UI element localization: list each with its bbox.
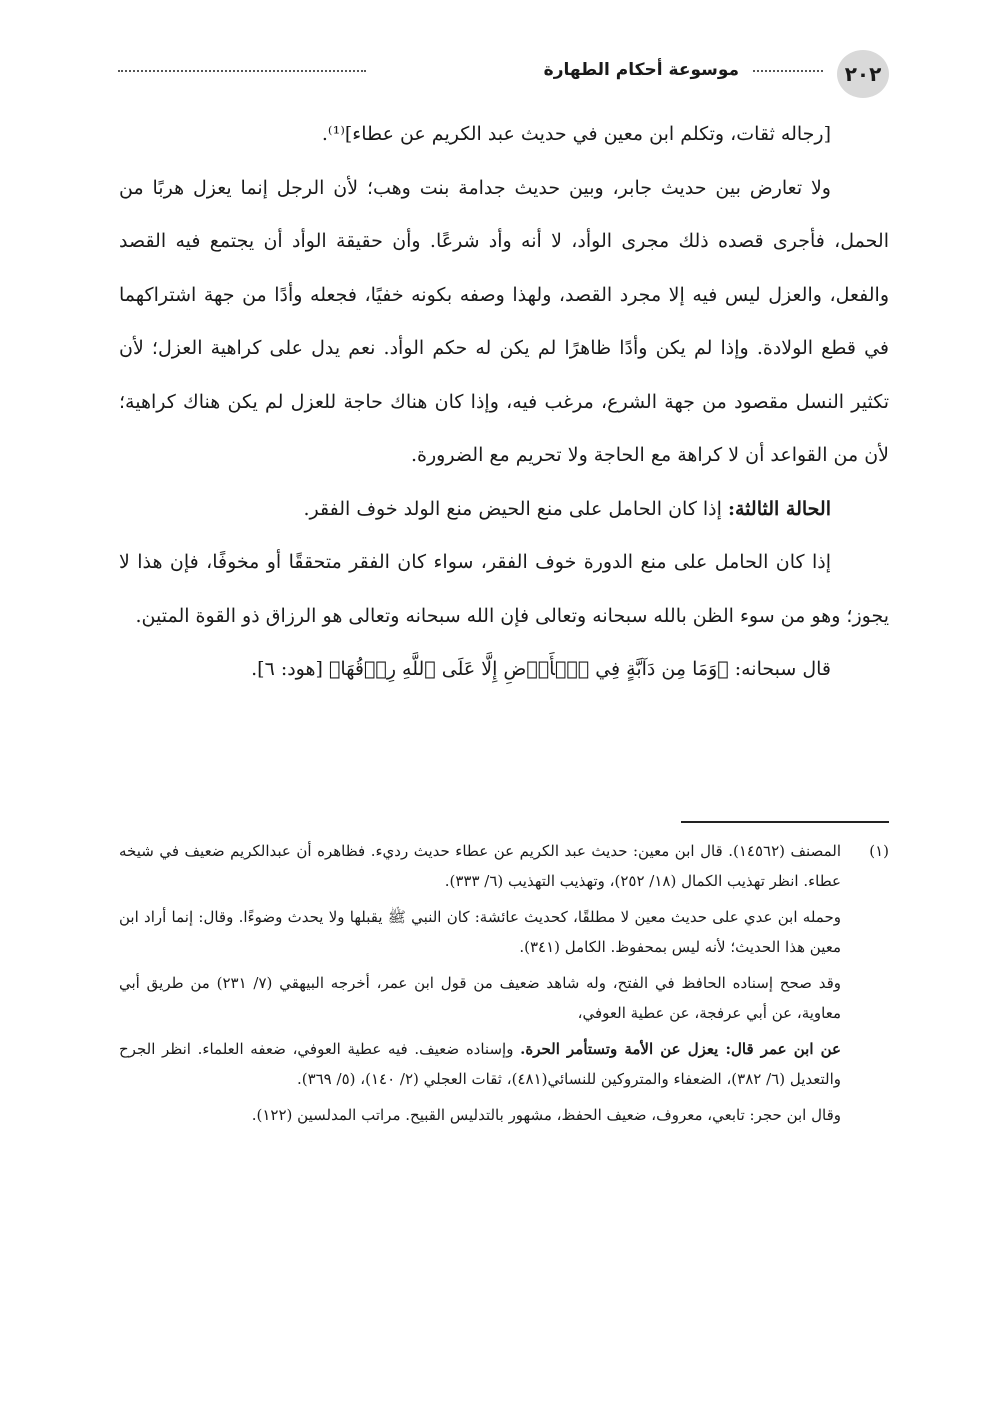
footnote-continuation bbox=[119, 902, 889, 962]
paragraph: ولا تعارض بين حديث جابر، وبين حديث جدامة بنت وهب؛ لأن الرجل إنما يعزل هربًا من الحمل، فأجرى قصده ذلك مجرى الوأد، لا أنه وأد شرعًا. وأن حقيقة الوأد أن يجتمع فيه القصد والفعل، والعزل ليس فيه إلا مجرد القصد، ولهذا وصفه بكونه خفيًا، فجعله وأدًا من جهة اشتراكهما في قطع الولادة. وإذا لم يكن وأدًا ظاهرًا لم يكن له حكم الوأد. نعم يدل على كراهية العزل؛ لأن تكثير النسل مقصود من جهة الشرع، مرغب فيه، وإذا كان هناك حاجة للعزل لم يكن هناك كراهية؛ لأن من القواعد أن لا كراهة مع الحاجة ولا تحريم مع الضرورة. bbox=[119, 176, 889, 466]
quran-verse: ﴿وَمَا مِن دَآبَّةٍ فِي ٱلۡأَرۡضِ إِلَّا عَلَى ٱللَّهِ رِزۡقُهَا﴾ bbox=[328, 658, 729, 680]
footnote-divider bbox=[681, 821, 889, 823]
footnote bbox=[119, 836, 889, 896]
paragraph bbox=[119, 483, 889, 537]
page-number: ٢٠٢ bbox=[837, 50, 889, 98]
footnote-number: (١) bbox=[869, 842, 889, 860]
footnote-text bbox=[119, 1034, 841, 1094]
paragraph bbox=[119, 643, 889, 697]
paragraph-text: إذا كان الحامل على منع الحيض منع الولد خوف الفقر. bbox=[303, 497, 728, 520]
verse-reference: [هود: ٦]. bbox=[251, 658, 329, 680]
header-divider bbox=[118, 70, 366, 72]
footnote-bold: عن ابن عمر قال: يعزل عن الأمة وتستأمر الحرة. bbox=[520, 1040, 841, 1058]
page-header bbox=[118, 50, 889, 100]
main-body bbox=[119, 108, 889, 697]
footnote-text: المصنف (١٤٥٦٢). قال ابن معين: حديث عبد الكريم عن عطاء حديث رديء. فظاهره أن عبدالكريم ضعيف في شيخه عطاء. انظر تهذيب الكمال (١٨/ ٢٥٢)، وتهذيب التهذيب (٦/ ٣٣٣). bbox=[119, 842, 841, 890]
footnote-text: وحمله ابن عدي على حديث معين لا مطلقًا، كحديث عائشة: كان النبي ﷺ يقبلها ولا يحدث وضوءًا. وقال: إنما أراد ابن معين هذا الحديث؛ لأنه ليس بمحفوظ. الكامل (٣٤١). bbox=[119, 908, 841, 956]
section-heading: الحالة الثالثة: bbox=[727, 497, 831, 520]
paragraph: إذا كان الحامل على منع الدورة خوف الفقر، سواء كان الفقر متحققًا أو مخوفًا، فإن هذا لا يجوز؛ وهو من سوء الظن بالله سبحانه وتعالى فإن الله سبحانه وتعالى هو الرزاق ذو القوة المتين. bbox=[119, 551, 889, 627]
footnote-continuation bbox=[119, 1100, 889, 1130]
footnote-rest: وإسناده ضعيف. فيه عطية العوفي، ضعفه العلماء. انظر الجرح والتعديل (٦/ ٣٨٢)، الضعفاء والمتروكين للنسائي(٤٨١)، ثقات العجلي (٢/ ١٤٠)، (٥/ ٣٦٩). bbox=[119, 1040, 841, 1088]
page-title: موسوعة أحكام الطهارة bbox=[543, 60, 739, 80]
footnotes bbox=[119, 836, 889, 1130]
header-divider bbox=[753, 70, 823, 72]
paragraph-text: قال سبحانه: bbox=[728, 658, 831, 680]
footnote-text: وقال ابن حجر: تابعي، معروف، ضعيف الحفظ، مشهور بالتدليس القبيح. مراتب المدلسين (١٢٢). bbox=[251, 1106, 841, 1124]
footnote-continuation bbox=[119, 1034, 889, 1094]
footnote-continuation bbox=[119, 968, 889, 1028]
paragraph: [رجاله ثقات، وتكلم ابن معين في حديث عبد الكريم عن عطاء]⁽¹⁾. bbox=[321, 123, 831, 145]
footnote-text: وقد صحح إسناده الحافظ في الفتح، وله شاهد ضعيف من قول ابن عمر، أخرجه البيهقي (٧/ ٢٣١) من طريق أبي معاوية، عن أبي عرفجة، عن عطية العوفي، bbox=[119, 974, 841, 1022]
